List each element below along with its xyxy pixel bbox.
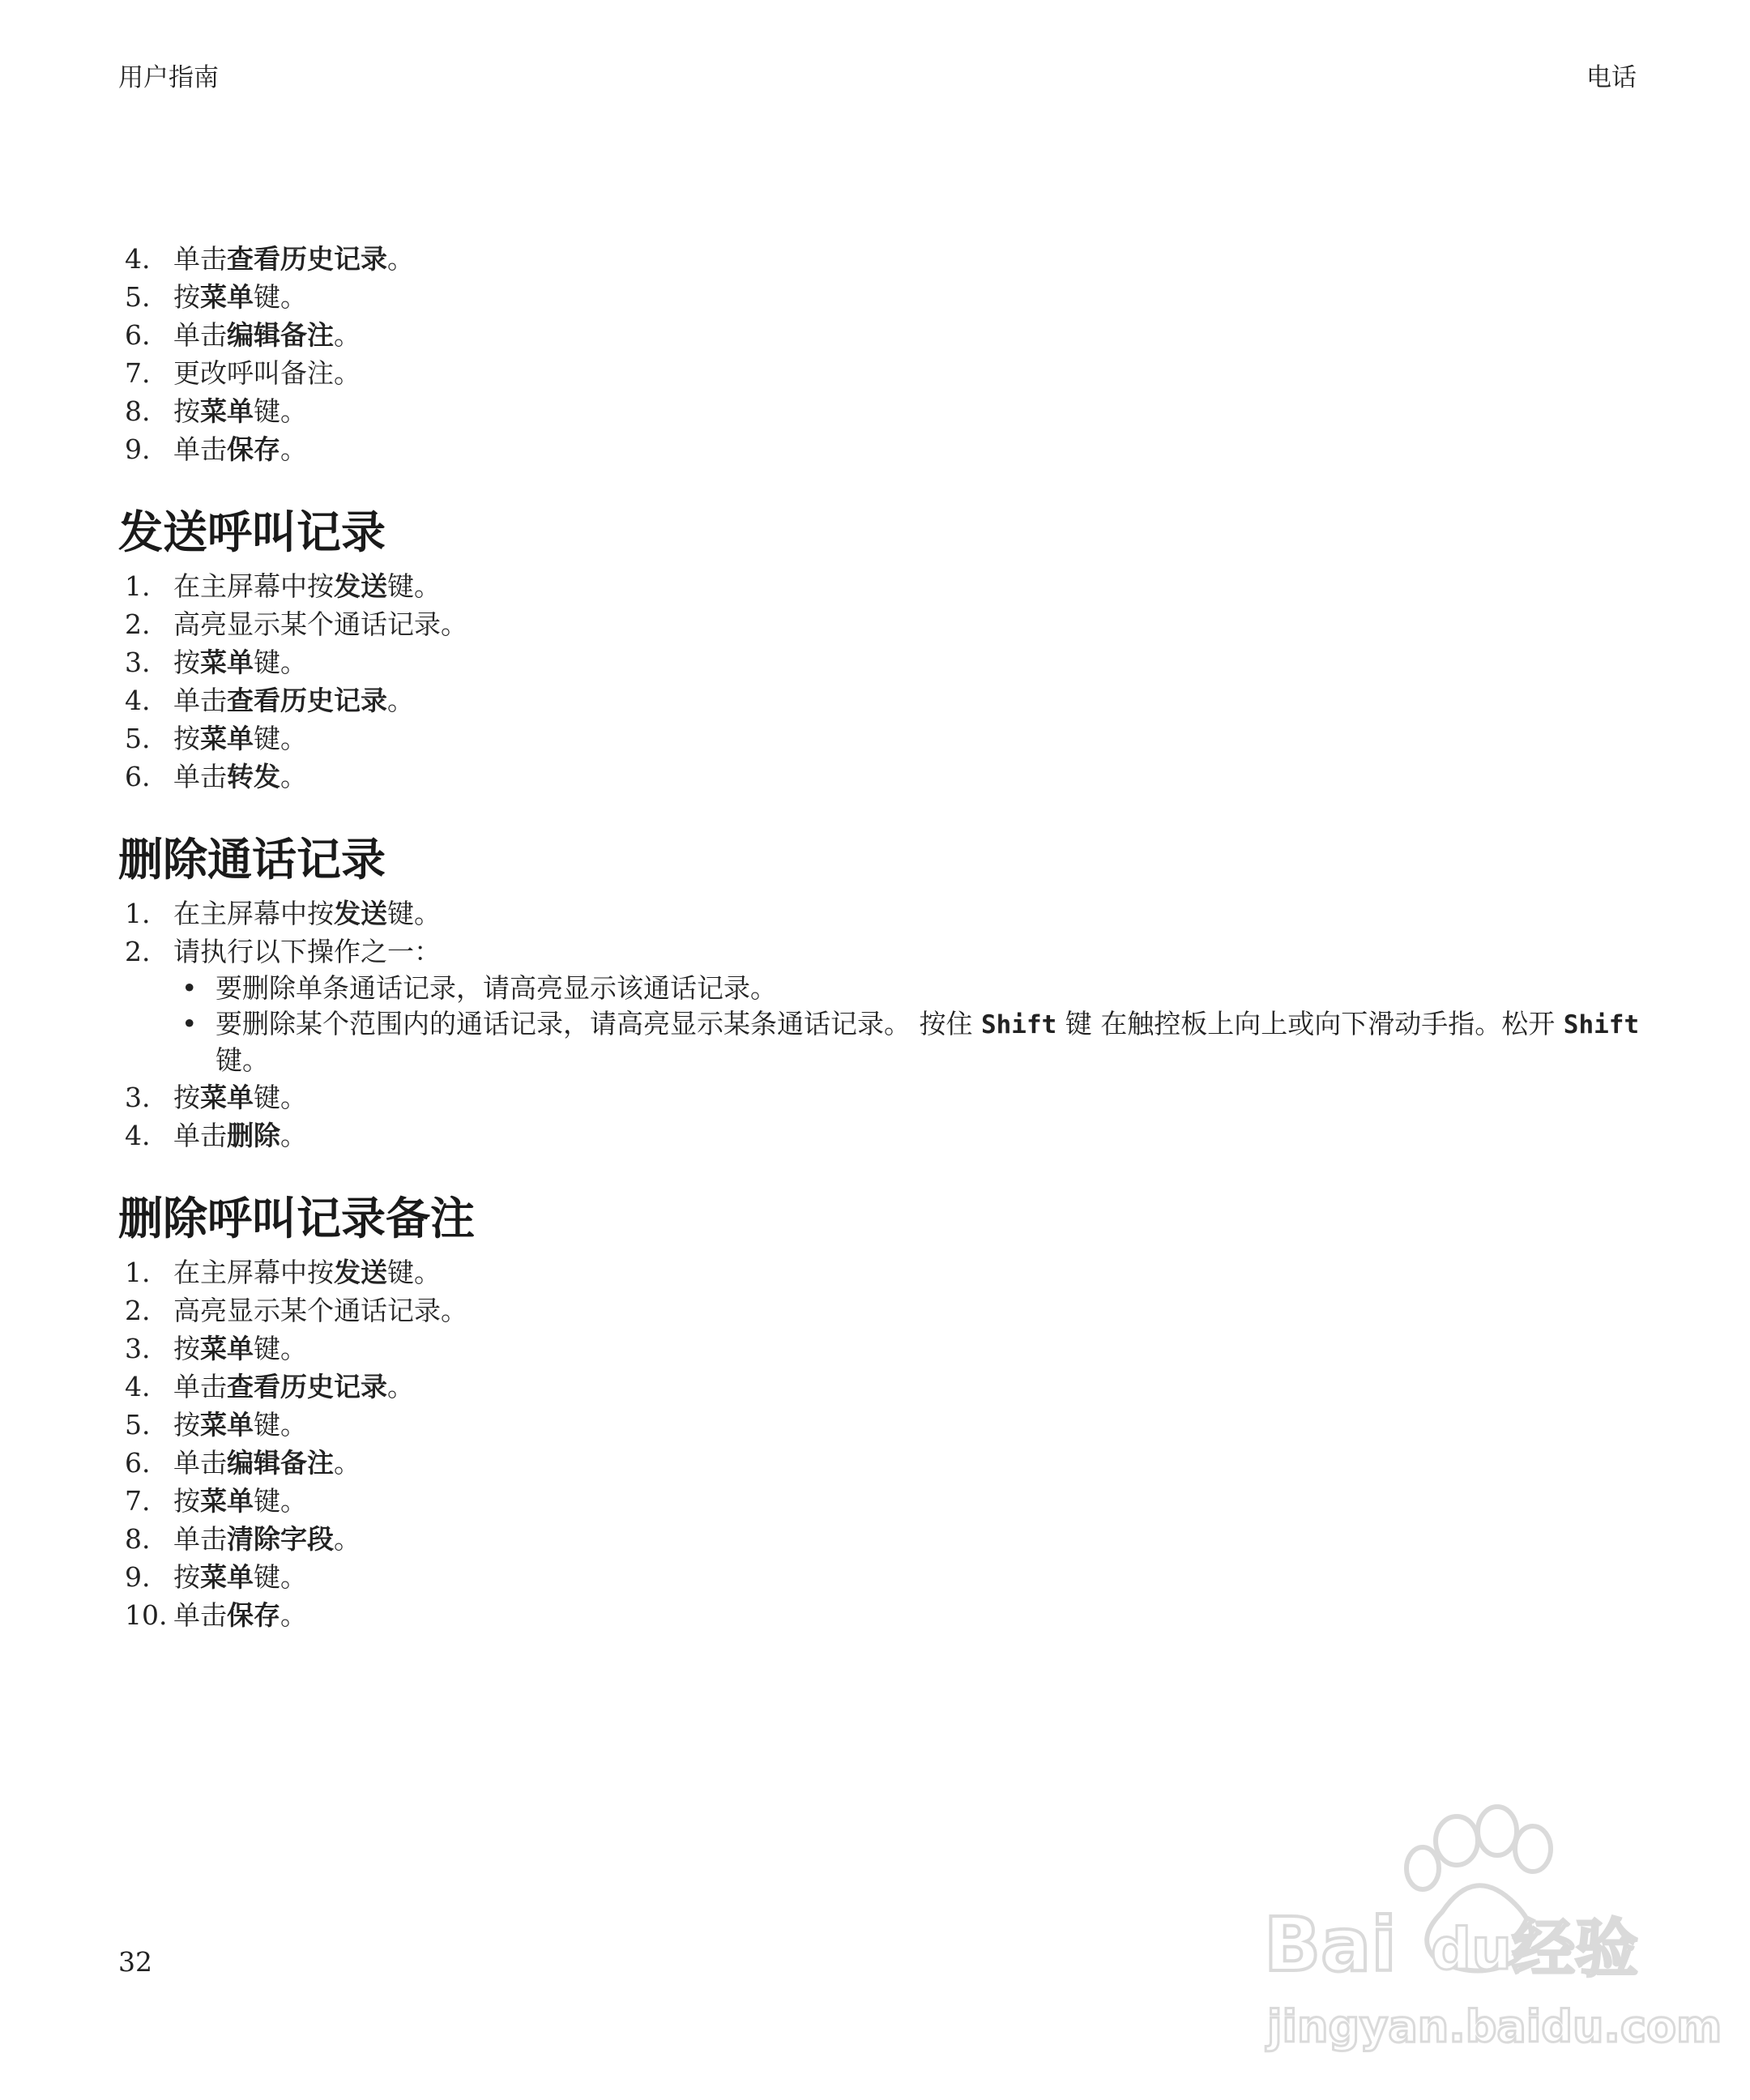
step-number: 3. <box>125 1082 151 1113</box>
list-item: 6. 单击编辑备注。 <box>118 316 1641 354</box>
list-item: 5. 按菜单键。 <box>118 278 1641 316</box>
section-heading: 发送呼叫记录 <box>118 506 386 558</box>
step-number: 6. <box>125 319 151 351</box>
step-number: 2. <box>125 936 151 967</box>
step-number: 5. <box>125 723 151 754</box>
bullet-item: • 要删除单条通话记录，请高亮显示该通话记录。 <box>173 971 1697 1006</box>
step-number: 7. <box>125 357 151 389</box>
section-delete-call-note <box>118 1190 1641 1634</box>
list-item: 3. 按菜单键。 <box>118 643 1641 681</box>
page-content <box>118 240 1641 1634</box>
list-item: 7. 按菜单键。 <box>118 1482 1641 1520</box>
key-name: Shift <box>980 1010 1057 1039</box>
step-list <box>118 1253 1641 1634</box>
step-number: 1. <box>125 898 151 929</box>
list-item: 2. 高亮显示某个通话记录。 <box>118 605 1641 643</box>
list-item: 9. 按菜单键。 <box>118 1558 1641 1596</box>
list-item: 7. 更改呼叫备注。 <box>118 354 1641 392</box>
step-number: 4. <box>125 243 151 275</box>
bullet-icon: • <box>181 972 198 1004</box>
step-number: 4. <box>125 1120 151 1151</box>
list-item: 2. 请执行以下操作之一： • 要删除单条通话记录，请高亮显示该通话记录。 • 要删除某个范围内的通话记录，请高亮显示某条通话记录。 按住 Shift 键 在触控板上向上或向下滑动手指。松开 Shift 键。 <box>118 933 1641 1078</box>
list-item: 4. 单击查看历史记录。 <box>118 681 1641 719</box>
watermark-brand-du: du <box>1431 1916 1512 1983</box>
step-number: 6. <box>125 761 151 792</box>
step-number: 3. <box>125 647 151 678</box>
step-number: 9. <box>125 1561 151 1593</box>
list-item: 4. 单击删除。 <box>118 1116 1641 1155</box>
list-item: 6. 单击编辑备注。 <box>118 1444 1641 1482</box>
list-item: 10. 单击保存。 <box>118 1596 1641 1634</box>
list-item: 6. 单击转发。 <box>118 758 1641 796</box>
step-number: 1. <box>125 1257 151 1288</box>
step-number: 4. <box>125 685 151 716</box>
list-item: 3. 按菜单键。 <box>118 1078 1641 1116</box>
watermark-brand: Bai <box>1264 1902 1397 1988</box>
section-delete-call-log <box>118 831 1641 1155</box>
step-number: 7. <box>125 1485 151 1517</box>
step-number: 9. <box>125 433 151 465</box>
step-number: 4. <box>125 1371 151 1402</box>
list-item: 3. 按菜单键。 <box>118 1330 1641 1368</box>
list-item: 5. 按菜单键。 <box>118 719 1641 758</box>
bullet-item: • 要删除某个范围内的通话记录，请高亮显示某条通话记录。 按住 Shift 键 在触控板上向上或向下滑动手指。松开 Shift 键。 <box>181 1008 1640 1076</box>
list-item: 4. 单击查看历史记录。 <box>118 1368 1641 1406</box>
list-item: 8. 单击清除字段。 <box>118 1520 1641 1558</box>
step-number: 6. <box>125 1447 151 1479</box>
option-bullet-list <box>173 971 1641 1078</box>
page-number: 32 <box>118 1946 152 1978</box>
running-header-right: 电话 <box>1586 63 1637 92</box>
step-number: 2. <box>125 608 151 640</box>
step-number: 10. <box>125 1599 168 1631</box>
list-item: 8. 按菜单键。 <box>118 392 1641 430</box>
list-item: 1. 在主屏幕中按发送键。 <box>118 894 1641 933</box>
step-list <box>118 567 1641 796</box>
step-number: 5. <box>125 1409 151 1441</box>
section-heading: 删除通话记录 <box>118 834 386 886</box>
step-list <box>118 894 1641 1155</box>
intro-step-list <box>118 240 1641 468</box>
step-number: 1. <box>125 570 151 602</box>
section-heading: 删除呼叫记录备注 <box>118 1193 476 1244</box>
list-item: 9. 单击保存。 <box>118 430 1641 468</box>
key-name: Shift <box>1563 1010 1640 1039</box>
baidu-watermark-logo <box>1240 1799 1722 2074</box>
list-item: 4. 单击查看历史记录。 <box>118 240 1641 278</box>
watermark-url: jingyan.baidu.com <box>1267 2001 1722 2052</box>
section-send-call-log <box>118 504 1641 796</box>
list-item: 1. 在主屏幕中按发送键。 <box>118 1253 1641 1291</box>
step-number: 2. <box>125 1295 151 1326</box>
step-number: 8. <box>125 1523 151 1555</box>
step-number: 3. <box>125 1333 151 1364</box>
list-item: 2. 高亮显示某个通话记录。 <box>118 1291 1641 1330</box>
step-number: 8. <box>125 395 151 427</box>
watermark-brand-cn: 经验 <box>1512 1913 1639 1986</box>
list-item: 5. 按菜单键。 <box>118 1406 1641 1444</box>
bullet-icon: • <box>181 1008 198 1039</box>
list-item: 1. 在主屏幕中按发送键。 <box>118 567 1641 605</box>
step-number: 5. <box>125 281 151 313</box>
running-header-left: 用户指南 <box>118 63 219 92</box>
